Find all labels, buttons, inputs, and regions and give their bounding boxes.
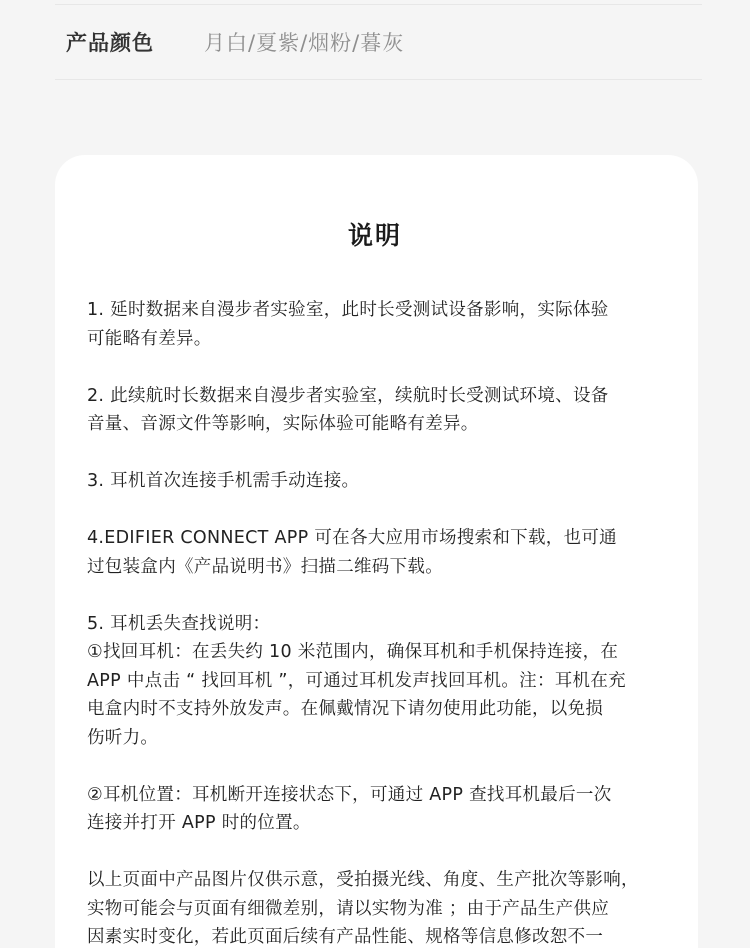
note-line: 以上页面中产品图片仅供示意，受拍摄光线、角度、生产批次等影响， xyxy=(87,870,639,890)
note-line: 伤听力。 xyxy=(87,727,159,748)
notes-list xyxy=(87,296,667,948)
note-line: ②耳机位置：耳机断开连接状态下，可通过 APP 查找耳机最后一次 xyxy=(87,784,612,805)
note-3 xyxy=(87,467,667,496)
note-line: 连接并打开 APP 时的位置。 xyxy=(87,813,311,833)
note-line: 2. 此续航时长数据来自漫步者实验室，续航时长受测试环境、设备 xyxy=(87,385,609,406)
spec-value: 月白/夏紫/烟粉/暮灰 xyxy=(204,31,405,55)
note-2 xyxy=(87,382,667,439)
note-line: 音量、音源文件等影响，实际体验可能略有差异。 xyxy=(87,414,479,434)
spec-divider xyxy=(55,79,702,80)
note-line: 可能略有差异。 xyxy=(87,328,212,349)
note-1 xyxy=(87,296,667,353)
note-line: 3. 耳机首次连接手机需手动连接。 xyxy=(87,471,360,491)
note-line: 因素实时变化，若此页面后续有产品性能、规格等信息修改恕不一 xyxy=(87,927,604,947)
spec-label: 产品颜色 xyxy=(66,31,154,55)
note-line: 过包装盒内《产品说明书》扫描二维码下载。 xyxy=(87,556,443,577)
note-line: APP 中点击 “ 找回耳机 ”，可通过耳机发声找回耳机。注：耳机在充 xyxy=(87,670,626,691)
note-line: 电盒内时不支持外放发声。在佩戴情况下请勿使用此功能，以免损 xyxy=(87,699,604,719)
note-5 xyxy=(87,610,667,753)
note-line: ①找回耳机：在丢失约 10 米范围内，确保耳机和手机保持连接，在 xyxy=(87,642,619,662)
top-divider xyxy=(55,4,702,5)
note-line: 5. 耳机丢失查找说明： xyxy=(87,613,271,634)
note-line: 1. 延时数据来自漫步者实验室，此时长受测试设备影响，实际体验 xyxy=(87,300,609,320)
note-disclaimer xyxy=(87,866,667,948)
card-title: 说明 xyxy=(347,221,402,250)
note-4 xyxy=(87,524,667,581)
note-line: 4.EDIFIER CONNECT APP 可在各大应用市场搜索和下载，也可通 xyxy=(87,528,617,548)
spec-row-color xyxy=(66,24,404,60)
note-line: 实物可能会与页面有细微差别，请以实物为准 ；由于产品生产供应 xyxy=(87,898,610,919)
note-6 xyxy=(87,781,667,838)
